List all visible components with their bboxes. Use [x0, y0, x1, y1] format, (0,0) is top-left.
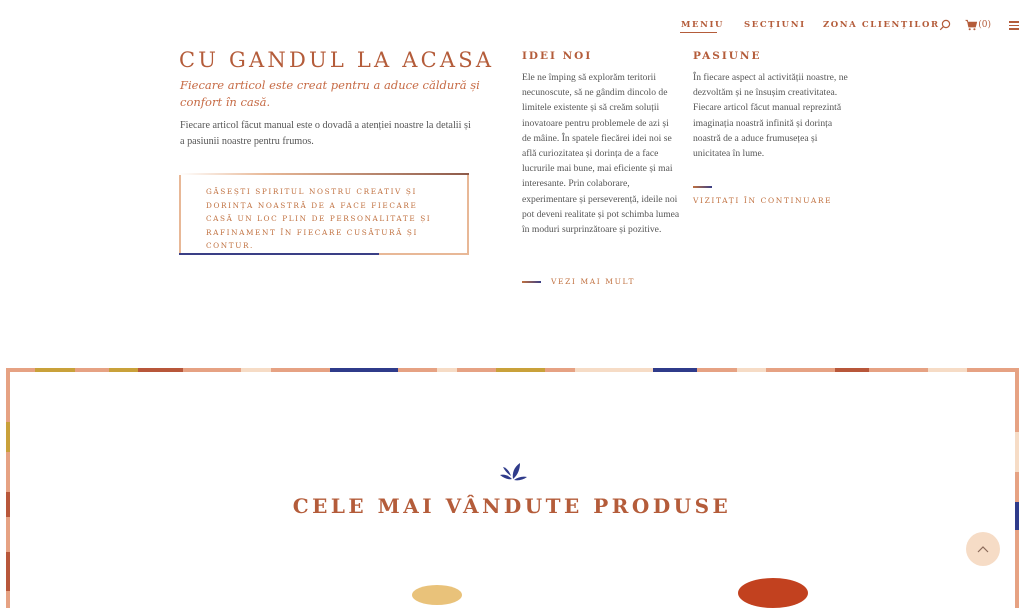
vizitati-link[interactable]	[693, 186, 832, 205]
cart-icon	[965, 19, 977, 31]
scroll-to-top-button[interactable]	[966, 532, 1000, 566]
quote-box	[179, 173, 469, 255]
link-line-decoration	[693, 186, 712, 188]
column-title-pasiune: PASIUNE	[693, 50, 762, 62]
left-decorative-stripe	[6, 372, 10, 591]
right-decorative-stripe	[1015, 372, 1019, 591]
nav-zona-clientilor[interactable]: ZONA CLIENȚILOR	[823, 20, 940, 30]
decorative-stripe	[6, 368, 1019, 372]
nav-active-underline	[680, 32, 717, 33]
cart-count: (0)	[978, 20, 991, 30]
search-icon[interactable]	[939, 19, 951, 31]
vezi-mai-mult-link[interactable]	[522, 277, 635, 286]
product-image-peek[interactable]	[412, 585, 462, 605]
nav-meniu[interactable]: MENIU	[681, 20, 725, 30]
bestsellers-title: CELE MAI VÂNDUTE PRODUSE	[292, 494, 732, 518]
chevron-up-icon	[977, 545, 989, 553]
intro-body: Fiecare articol făcut manual este o dovadă a atenției noastre la detalii și a pasiunii noastre pentru frumos.	[180, 120, 471, 147]
intro-subtitle: Fiecare articol este creat pentru a aduce căldură și confort în casă.	[180, 78, 480, 109]
quote-text: GĂSEȘTI SPIRITUL NOSTRU CREATIV ȘI DORINȚA NOASTRĂ DE A FACE FIECARE CASĂ UN LOC PLIN DE PERSONALITATE ȘI RAFINAMENT ÎN FIECARE CUSĂTURĂ ȘI CONTUR.	[206, 187, 432, 250]
cart-button[interactable]	[965, 18, 991, 32]
column-text-idei-noi: Ele ne împing să explorăm teritorii necunoscute, să ne gândim dincolo de limitele existente și să creăm soluții inovatoare pentru problemele de azi și de mâine. În spatele fiecărei idei noi se află curiozitatea și dorința de a face lucrurile mai bune, mai eficiente și mai interesante. Prin colaborare, experimentare și perseverență, ideile noi pot deveni realitate și pot schimba lumea în moduri surprinzătoare și pozitive.	[522, 72, 680, 236]
column-text-pasiune: În fiecare aspect al activității noastre, ne dezvoltăm și ne însușim creativitatea. Fiecare articol făcut manual reprezintă imaginația noastră infinită și dorința noastră de a aduce frumusețea și unicitatea în lume.	[693, 72, 848, 160]
vezi-mai-mult-label: VEZI MAI MULT	[551, 277, 636, 286]
nav-sectiuni[interactable]: SECȚIUNI	[744, 20, 806, 30]
link-line-decoration	[522, 281, 541, 283]
bestsellers-frame	[6, 368, 1019, 608]
column-title-idei-noi: IDEI NOI	[522, 50, 593, 62]
menu-icon[interactable]	[1009, 21, 1019, 30]
intro-title: CU GANDUL LA ACASA	[179, 48, 495, 72]
vizitati-label: VIZITAȚI ÎN CONTINUARE	[693, 196, 833, 205]
product-image-peek[interactable]	[738, 578, 808, 608]
leaf-icon	[498, 459, 528, 483]
